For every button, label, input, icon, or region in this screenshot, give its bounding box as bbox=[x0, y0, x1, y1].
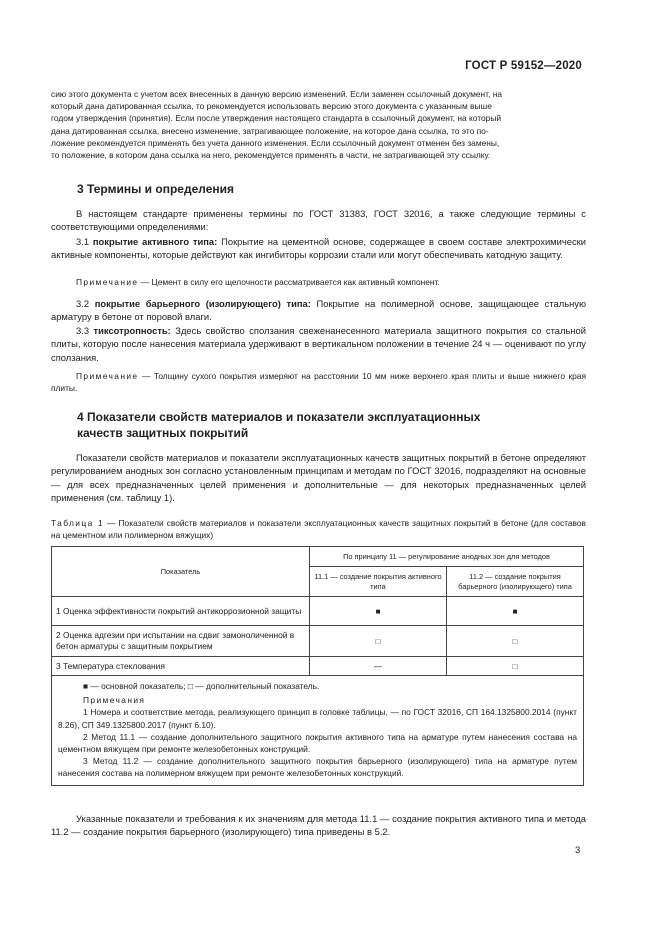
table-note: 3 Метод 11.2 — создание дополнительного защитного покрытия барьерного (изолирующего) типа на арматуре путем нанесения состава на полимерном вяжущем при ремонте железобетонных конструкций. bbox=[58, 756, 578, 779]
section-4-heading bbox=[51, 409, 612, 441]
section-4-title-line: 4 Показатели свойств материалов и показатели эксплуатационных bbox=[77, 410, 481, 424]
header-group: По принципу 11 — регулирование анодных зон для методов bbox=[310, 547, 584, 567]
table-caption-text: — Показатели свойств материалов и показатели эксплуатационных качеств защитных покрытий в бетоне (для составов на цементном или полимерном вяжущих) bbox=[51, 518, 586, 541]
mark-cell: — bbox=[310, 657, 447, 676]
intro-line: сию этого документа с учетом всех внесенных в данную версию изменений. Если заменен ссылочный документ, на bbox=[51, 89, 503, 99]
term-3-1 bbox=[51, 235, 586, 262]
section-4-title-line: качеств защитных покрытий bbox=[77, 426, 249, 440]
term-name: покрытие активного типа: bbox=[92, 236, 218, 247]
header-method-11-2: 11.2 — создание покрытия барьерного (изолирующего) типа bbox=[447, 567, 584, 597]
row-indicator: 2 Оценка адгезии при испытании на сдвиг замоноличенной в бетон арматуры с защитным покрытием bbox=[52, 626, 310, 657]
term-number: 3.2 bbox=[76, 298, 95, 309]
term-name: тиксотропность: bbox=[93, 325, 171, 336]
row-indicator: 3 Температура стеклования bbox=[52, 657, 310, 676]
table-note: 1 Номера и соответствие метода, реализующего принцип в головке таблицы, — по ГОСТ 32016, СП 164.1325800.2014 (пункт 8.26), СП 349.1325800.2017 (пункт 6.10). bbox=[58, 707, 578, 730]
row-indicator: 1 Оценка эффективности покрытий антикоррозионной защиты bbox=[52, 597, 310, 626]
page-number: 3 bbox=[575, 844, 581, 855]
term-definition: Покрытие на цементной основе, содержащее в своем составе электрохимически активные компоненты, которые действуют как ингибиторы коррозии стали или могут обеспечивать катодную защиту. bbox=[51, 236, 586, 261]
table-notes bbox=[52, 676, 584, 786]
section-3-intro: В настоящем стандарте применены термины по ГОСТ 31383, ГОСТ 32016, а также следующие термины с соответствующими определениями: bbox=[51, 208, 586, 233]
note-label: Примечание bbox=[76, 371, 139, 381]
term-definition: Здесь свойство сползания свеженанесенного материала защитного покрытия со стальной плиты, которую после нанесения материала удерживают в вертикальном положении в течение 24 ч — оценивают по углу сползания. bbox=[51, 325, 586, 363]
intro-line: то положение, в котором дана ссылка на него, рекомендуется применять в части, не затрагивающей эту ссылку. bbox=[51, 150, 491, 161]
note-text: — Цемент в силу его щелочности рассматривается как активный компонент. bbox=[138, 277, 440, 287]
note-3-1 bbox=[51, 276, 586, 288]
intro-line: ложение рекомендуется применять без учета данного изменения. Если ссылочный документ отменен без замены, bbox=[51, 137, 500, 148]
table-row bbox=[52, 657, 584, 676]
term-name: покрытие барьерного (изолирующего) типа: bbox=[94, 298, 311, 309]
mark-cell: □ bbox=[447, 626, 584, 657]
section-4-intro: Показатели свойств материалов и показатели эксплуатационных качеств защитных покрытий в бетоне определяют регулированием анодных зон согласно установленным принципам и методам по ГОСТ 32016, подразделяют на основные — для всех предназначенных целей применения и дополнительные — для некоторых предназначенных целей применения (см. таблицу 1). bbox=[51, 452, 586, 503]
table-1 bbox=[51, 546, 586, 786]
table-caption bbox=[51, 517, 586, 541]
intro-line: который дана датированная ссылка, то рекомендуется использовать версию этого документа с указанным выше bbox=[51, 101, 492, 112]
section-3-heading: 3 Термины и определения bbox=[77, 182, 235, 196]
mark-cell: □ bbox=[310, 626, 447, 657]
term-3-2 bbox=[51, 297, 586, 324]
header-method-11-1: 11.1 — создание покрытия активного типа bbox=[310, 567, 447, 597]
table-row bbox=[52, 626, 584, 657]
term-number: 3.1 bbox=[76, 236, 93, 247]
intro-line: дана датированная ссылка, внесено изменение, затрагивающее положение, на которое дана ссылка, то это по- bbox=[51, 125, 489, 136]
table-note: 2 Метод 11.1 — создание дополнительного защитного покрытия активного типа на арматуре путем нанесения состава на цементном вяжущем при ремонте железобетонных конструкций. bbox=[58, 731, 578, 755]
header-indicator: Показатель bbox=[52, 547, 310, 597]
table-caption-label: Таблица 1 bbox=[51, 518, 105, 528]
term-definition: Покрытие на полимерной основе, защищающее стальную арматуру в бетоне от поровой влаги. bbox=[51, 298, 586, 323]
notes-label: Примечания bbox=[83, 695, 146, 706]
mark-cell: □ bbox=[447, 657, 584, 676]
intro-line: годом утверждения (принятия). Если после утверждения настоящего стандарта в ссылочный документ, на который bbox=[51, 113, 502, 124]
closing-paragraph: Указанные показатели и требования к их значениям для метода 11.1 — создание покрытия активного типа и метода 11.2 — создание покрытия барьерного (изолирующего) типа приведены в 5.2. bbox=[51, 813, 586, 838]
table-row bbox=[52, 597, 584, 626]
standard-code: ГОСТ Р 59152—2020 bbox=[465, 60, 582, 72]
mark-cell: ■ bbox=[447, 597, 584, 626]
note-label: Примечание bbox=[76, 277, 139, 287]
mark-cell: ■ bbox=[310, 597, 447, 626]
note-3-3 bbox=[51, 370, 586, 394]
term-number: 3.3 bbox=[76, 325, 94, 336]
note-text: — Толщину сухого покрытия измеряют на расстоянии 10 мм ниже верхнего края плиты и выше нижнего края плиты. bbox=[51, 371, 586, 394]
table-legend: ■ — основной показатель; □ — дополнительный показатель. bbox=[83, 681, 320, 691]
intro-paragraph bbox=[51, 88, 586, 161]
term-3-3 bbox=[51, 324, 586, 364]
